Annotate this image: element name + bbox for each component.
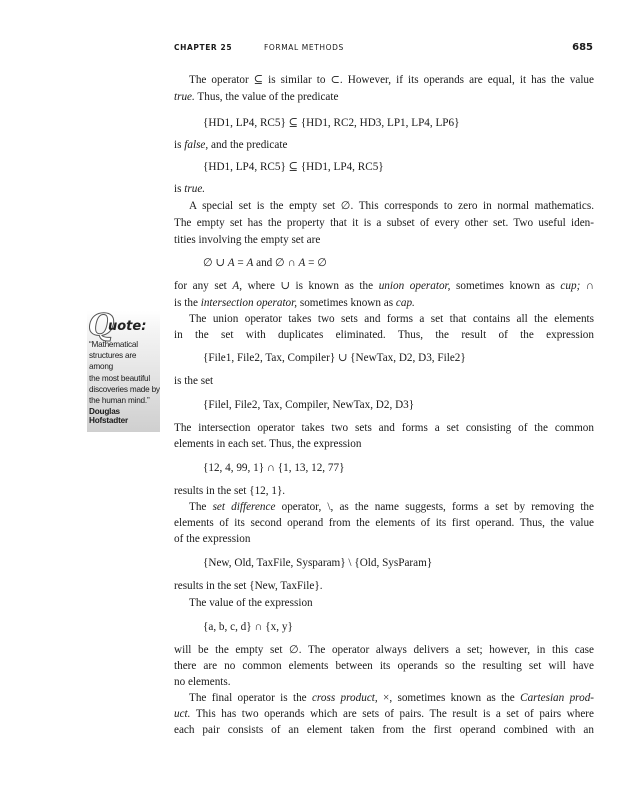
body-line: will be the empty set ∅. The operator always delivers a set; however, in this case: [174, 644, 594, 656]
body-line: results in the set {New, TaxFile}.: [174, 580, 323, 592]
math-expression: {Filel, File2, Tax, Compiler, NewTax, D2, D3}: [203, 399, 415, 411]
body-line: tities involving the empty set are: [174, 234, 321, 246]
body-line: is false, and the predicate: [174, 139, 288, 151]
body-line: for any set A, where ∪ is known as the union operator, sometimes known as cup; ∩: [174, 280, 594, 292]
body-line: The union operator takes two sets and forms a set that contains all the elements: [189, 313, 594, 325]
body-line: there are no common elements between its operands so the resulting set will have: [174, 660, 594, 672]
body-line: elements of its second operand from the elements of its first operand. Thus, the value: [174, 517, 594, 529]
chapter-number: CHAPTER 25: [174, 43, 233, 52]
math-expression: {New, Old, TaxFile, Sysparam} \ {Old, SysParam}: [203, 557, 433, 569]
body-line: of the expression: [174, 533, 251, 545]
math-expression: {HD1, LP4, RC5} ⊆ {HD1, RC2, HD3, LP1, LP4, LP6}: [203, 117, 460, 129]
math-expression: {File1, File2, Tax, Compiler} ∪ {NewTax, D2, D3, File2}: [203, 352, 466, 364]
body-line: no elements.: [174, 676, 231, 688]
body-line: in the set with duplicates eliminated. Thus, the result of the expression: [174, 329, 594, 341]
quote-sidebar: [87, 308, 160, 432]
body-line: is the set: [174, 375, 214, 387]
running-header: [174, 42, 593, 56]
body-line: The intersection operator takes two sets and forms a set consisting of the common: [174, 422, 594, 434]
quote-line: structures are among: [89, 351, 137, 372]
math-expression: {a, b, c, d} ∩ {x, y}: [203, 621, 293, 633]
quote-line: discoveries made by: [89, 384, 160, 394]
quote-line: “Mathematical: [89, 340, 138, 349]
body-line: each pair consists of an element taken from the first operand combined with an: [174, 724, 594, 736]
body-line: The set difference operator, \, as the name suggests, forms a set by removing the: [189, 501, 594, 513]
body-line: The empty set has the property that it is a subset of every other set. Two useful iden-: [174, 217, 594, 229]
page-number: 685: [572, 42, 593, 53]
body-line: is the intersection operator, sometimes known as cap.: [174, 297, 415, 309]
body-line: true. Thus, the value of the predicate: [174, 91, 339, 103]
quote-author: Douglas Hofstadter: [89, 407, 128, 425]
body-line: A special set is the empty set ∅. This corresponds to zero in normal mathematics.: [189, 200, 594, 212]
quote-label: uote:: [108, 319, 147, 334]
math-expression: ∅ ∪ A = A and ∅ ∩ A = ∅: [203, 257, 327, 269]
quote-line: the human mind.”: [89, 396, 150, 406]
body-line: uct. This has two operands which are sets of pairs. The result is a set of pairs where: [174, 708, 594, 720]
body-line: elements in each set. Thus, the expression: [174, 438, 362, 450]
quote-q-glyph: Q: [88, 308, 115, 343]
body-line: The final operator is the cross product, ×, sometimes known as the Cartesian prod-: [189, 692, 595, 704]
quote-line: the most beautiful: [89, 373, 151, 383]
body-line: results in the set {12, 1}.: [174, 485, 286, 497]
body-line: The operator ⊆ is similar to ⊂. However, if its operands are equal, it has the value: [189, 74, 594, 86]
math-expression: {HD1, LP4, RC5} ⊆ {HD1, LP4, RC5}: [203, 161, 384, 173]
body-line: is true.: [174, 183, 206, 195]
math-expression: {12, 4, 99, 1} ∩ {1, 13, 12, 77}: [203, 462, 345, 474]
chapter-title: FORMAL METHODS: [264, 43, 344, 52]
quote-text: [89, 339, 160, 406]
body-line: The value of the expression: [189, 597, 313, 609]
